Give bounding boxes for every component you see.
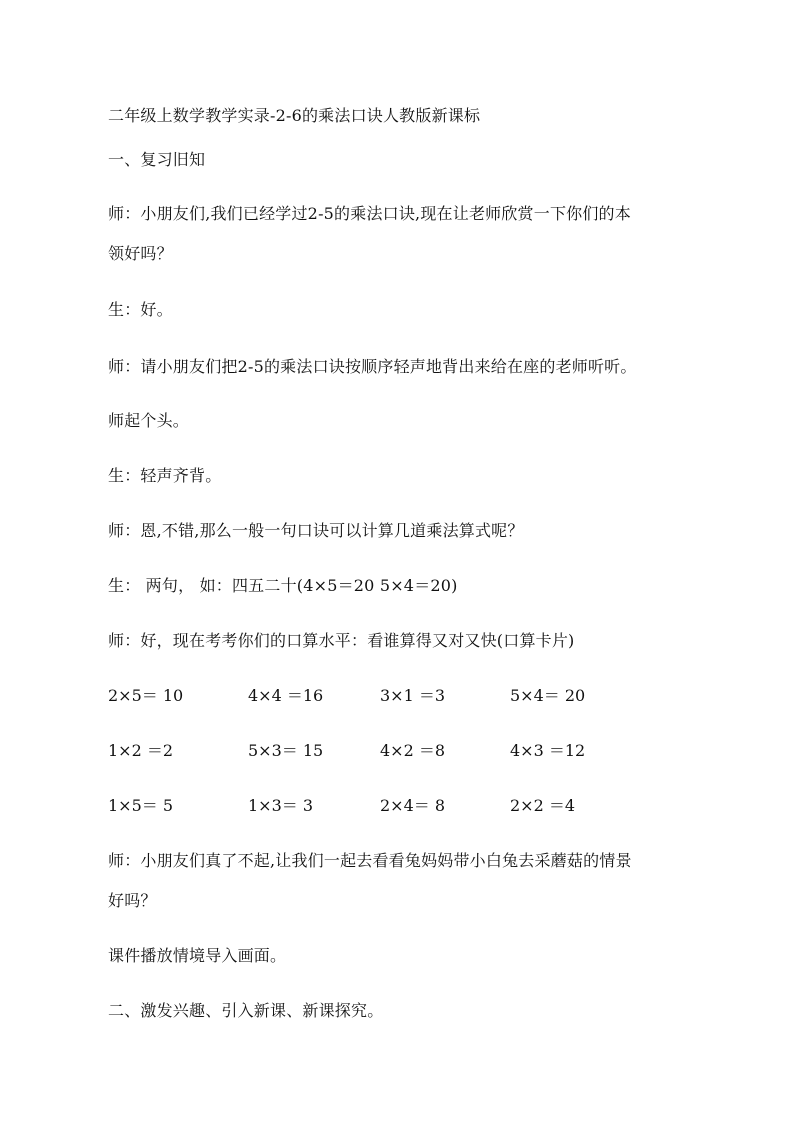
calc-item: 5×4＝ 20 [510, 686, 586, 705]
paragraph-teacher-intro-line2: 领好吗？ [108, 244, 173, 263]
paragraph-courseware: 课件播放情境导入画面。 [108, 946, 287, 965]
paragraph-student-reply: 生：好。 [108, 300, 173, 319]
calc-item: 4×2 ＝8 [380, 741, 446, 760]
calc-item: 2×5＝ 10 [108, 686, 184, 705]
paragraph-teacher-question: 师：恩,不错,那么一般一句口诀可以计算几道乘法算式呢？ [108, 521, 524, 540]
calc-item: 1×5＝ 5 [108, 796, 174, 815]
paragraph-teacher-start: 师起个头。 [108, 411, 190, 430]
calc-item: 4×4 ＝16 [248, 686, 324, 705]
paragraph-teacher-story-line2: 好吗？ [108, 891, 157, 910]
section-heading-new-lesson: 二、激发兴趣、引入新课、新课探究。 [108, 1001, 384, 1020]
paragraph-teacher-test: 师：好，现在考考你们的口算水平：看谁算得又对又快(口算卡片) [108, 631, 575, 650]
document-title: 二年级上数学教学实录-2-6的乘法口诀人教版新课标 [108, 106, 481, 125]
calc-item: 5×3＝ 15 [248, 741, 324, 760]
paragraph-teacher-story-line1: 师：小朋友们真了不起,让我们一起去看看兔妈妈带小白兔去采蘑菇的情景 [108, 851, 632, 870]
calc-item: 1×2 ＝2 [108, 741, 174, 760]
paragraph-teacher-request: 师：请小朋友们把2-5的乘法口诀按顺序轻声地背出来给在座的老师听听。 [108, 357, 637, 376]
paragraph-teacher-intro-line1: 师：小朋友们,我们已经学过2-5的乘法口诀,现在让老师欣赏一下你们的本 [108, 204, 631, 223]
section-heading-review: 一、复习旧知 [108, 150, 206, 169]
calc-item: 2×2 ＝4 [510, 796, 576, 815]
calc-item: 1×3＝ 3 [248, 796, 314, 815]
calc-item: 3×1 ＝3 [380, 686, 446, 705]
calc-item: 4×3 ＝12 [510, 741, 586, 760]
paragraph-student-recite: 生：轻声齐背。 [108, 466, 222, 485]
paragraph-student-answer: 生： 两句， 如：四五二十(4×5＝20 5×4＝20) [108, 576, 458, 595]
calc-item: 2×4＝ 8 [380, 796, 446, 815]
